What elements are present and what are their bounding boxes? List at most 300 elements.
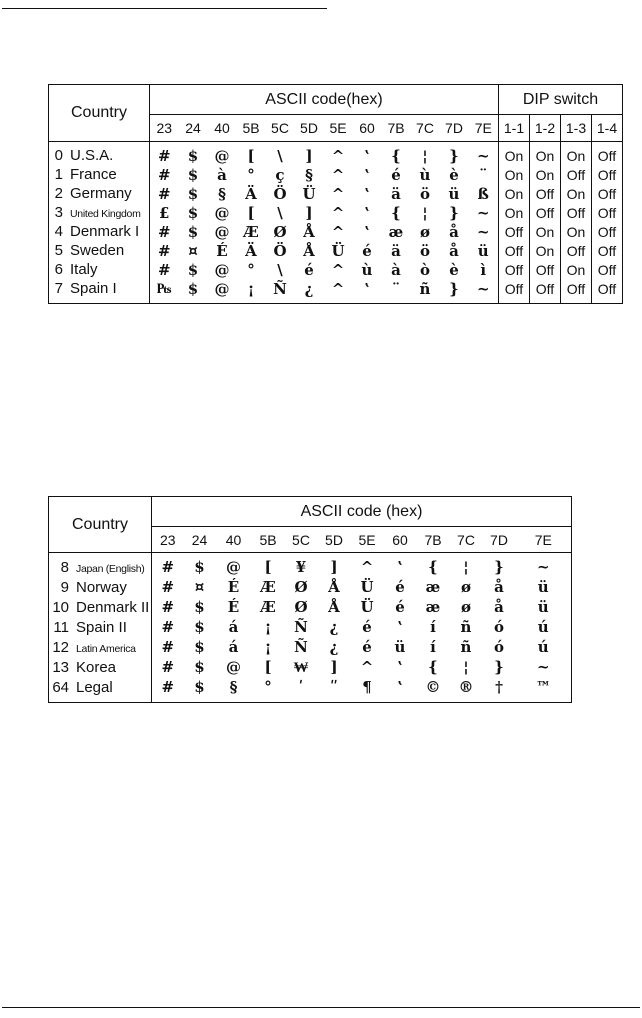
character-cell: ^ <box>331 279 345 298</box>
hex-code-header: 40 <box>208 115 237 142</box>
character-cell: à <box>391 260 401 279</box>
character-cell: $ <box>194 678 205 696</box>
character-cell: Æ <box>260 578 276 596</box>
character-cell: ñ <box>419 279 431 298</box>
dip-switch-cell: Off <box>592 279 623 298</box>
dip-switch-cell: Off <box>592 184 623 203</box>
top-rule <box>2 8 327 9</box>
country-cell <box>49 637 152 657</box>
dip-switch-cell: On <box>561 222 592 241</box>
country-name: Legal <box>76 678 113 696</box>
dip-switch-cell: On <box>530 222 561 241</box>
character-cell: } <box>449 146 459 165</box>
hex-code-header: 5D <box>295 115 324 142</box>
dip-switch-cell: Off <box>561 279 592 298</box>
character-cell: Ñ <box>294 638 308 656</box>
character-cell: Ü <box>302 184 316 203</box>
character-cell: ¦ <box>422 203 428 222</box>
character-cell: $ <box>187 165 199 184</box>
character-cell: ü <box>448 184 460 203</box>
character-cell: @ <box>214 279 230 298</box>
character-cell: Ö <box>273 241 287 260</box>
character-cell: ¡ <box>264 618 272 636</box>
character-cell: ʽ <box>397 618 403 636</box>
character-cell: ø <box>460 598 471 616</box>
dip-switch-cell: On <box>499 146 530 165</box>
hex-code-header: 5C <box>266 115 295 142</box>
character-cell: ü <box>469 241 499 260</box>
character-cell: @ <box>214 222 230 241</box>
character-cell: ü <box>537 598 549 616</box>
character-cell: Ø <box>273 222 287 241</box>
table-row <box>49 577 572 597</box>
character-cell: ~ <box>469 279 499 298</box>
character-cell: ^ <box>331 184 345 203</box>
table-row <box>49 146 623 165</box>
hex-code-header: 7E <box>469 115 499 142</box>
dip-switch-cell: Off <box>561 165 592 184</box>
character-cell: # <box>157 222 171 241</box>
character-cell: # <box>157 260 171 279</box>
country-name: Latin America <box>76 642 136 655</box>
table-row <box>49 203 623 222</box>
character-cell: # <box>161 618 175 636</box>
character-cell: ~ <box>536 558 550 576</box>
character-cell: ^ <box>331 165 345 184</box>
character-cell: } <box>494 558 504 576</box>
character-cell: é <box>362 638 372 656</box>
character-cell: ° <box>264 678 272 696</box>
hex-code-header: 24 <box>184 527 216 553</box>
character-cell: $ <box>187 279 199 298</box>
character-cell: ¿ <box>304 279 314 298</box>
dip-code-header: 1-4 <box>592 115 623 142</box>
character-cell: ¨ <box>469 165 499 184</box>
country-number: 8 <box>60 558 69 576</box>
dip-switch-cell: Off <box>530 279 561 298</box>
character-set-table-1 <box>48 84 623 304</box>
hex-code-header: 5D <box>318 527 351 553</box>
character-cell: ì <box>469 260 499 279</box>
character-cell: # <box>157 184 171 203</box>
dip-switch-cell: On <box>499 203 530 222</box>
character-cell: à <box>217 165 227 184</box>
character-cell: ₩ <box>293 657 309 676</box>
character-cell: © <box>425 678 441 696</box>
character-cell: $ <box>194 618 205 636</box>
country-number: 2 <box>54 185 63 202</box>
dip-switch-cell: On <box>530 241 561 260</box>
table-row <box>49 637 572 657</box>
character-cell: ʽ <box>397 658 403 676</box>
character-cell: é <box>395 598 405 616</box>
country-name: Sweden <box>70 242 125 259</box>
character-cell: æ <box>425 598 441 616</box>
hex-code-header: 40 <box>216 527 252 553</box>
table-row <box>49 557 572 577</box>
dip-switch-cell: Off <box>592 165 623 184</box>
character-cell: ø <box>419 222 430 241</box>
dip-switch-cell: On <box>499 184 530 203</box>
character-cell: ö <box>419 241 430 260</box>
country-number: 3 <box>54 204 63 221</box>
country-cell <box>49 241 150 260</box>
character-cell: ʽ <box>397 558 403 576</box>
character-cell: $ <box>187 260 199 279</box>
character-cell: Å <box>328 598 340 616</box>
country-number: 10 <box>52 598 69 616</box>
country-number: 6 <box>54 261 63 278</box>
hex-code-header: 60 <box>353 115 382 142</box>
character-cell: ʹ <box>298 678 304 696</box>
character-cell: ^ <box>331 146 345 165</box>
character-cell: ñ <box>460 638 472 656</box>
character-cell: § <box>218 184 226 203</box>
character-cell: ß <box>469 184 499 203</box>
character-cell: ù <box>361 260 373 279</box>
country-number: 4 <box>54 223 63 240</box>
character-cell: $ <box>187 184 199 203</box>
character-cell: ° <box>247 165 255 184</box>
character-cell: ü <box>537 578 549 596</box>
country-name: France <box>70 166 117 183</box>
character-cell: $ <box>194 558 205 576</box>
hex-code-header: 7C <box>450 527 483 553</box>
character-cell: ^ <box>360 558 374 576</box>
character-cell: ~ <box>536 658 550 676</box>
hex-code-header: 23 <box>152 527 184 553</box>
character-cell: $ <box>187 203 199 222</box>
character-cell: è <box>449 260 459 279</box>
character-cell: é <box>362 241 372 260</box>
character-cell: # <box>157 241 171 260</box>
hex-code-header: 5B <box>252 527 285 553</box>
hex-code-header: 7D <box>440 115 469 142</box>
country-cell <box>49 557 152 577</box>
character-cell: é <box>362 618 372 636</box>
dip-switch-cell: Off <box>592 222 623 241</box>
character-cell: ʽ <box>364 184 370 203</box>
character-cell: ʽ <box>364 222 370 241</box>
hex-code-header: 5C <box>285 527 318 553</box>
character-cell: ^ <box>360 658 374 676</box>
character-cell: ¨ <box>392 279 400 298</box>
character-cell: } <box>449 279 459 298</box>
character-cell: Ü <box>331 241 345 260</box>
country-cell <box>49 222 150 241</box>
country-name: U.S.A. <box>70 147 114 164</box>
country-name: Japan (English) <box>76 562 145 575</box>
character-cell: [ <box>247 146 255 165</box>
country-number: 11 <box>53 618 69 636</box>
character-cell: Å <box>303 241 315 260</box>
character-cell: ^ <box>331 260 345 279</box>
table-row <box>49 184 623 203</box>
dip-switch-cell: On <box>561 146 592 165</box>
hex-code-header: 5B <box>237 115 266 142</box>
character-cell: ʽ <box>397 678 403 696</box>
character-cell: ¦ <box>463 558 469 576</box>
country-name: Spain II <box>76 618 127 636</box>
character-cell: ¡ <box>264 638 272 656</box>
character-cell: ä <box>391 184 401 203</box>
country-header: Country <box>49 85 150 142</box>
dip-switch-cell: Off <box>499 279 530 298</box>
character-cell: $ <box>194 658 205 676</box>
character-cell: ø <box>460 578 471 596</box>
character-cell: í <box>430 638 436 656</box>
hex-code-header: 23 <box>150 115 179 142</box>
character-cell: [ <box>264 558 272 576</box>
character-cell: ] <box>330 558 338 576</box>
country-cell <box>49 677 152 697</box>
country-cell <box>49 146 150 165</box>
character-cell: # <box>157 165 171 184</box>
character-cell: ù <box>419 165 431 184</box>
character-cell: @ <box>214 203 230 222</box>
character-cell: ʺ <box>330 678 338 696</box>
character-cell: $ <box>194 598 205 616</box>
character-cell: # <box>161 678 175 696</box>
character-cell: † <box>495 678 503 696</box>
ascii-code-header: ASCII code (hex) <box>152 497 572 527</box>
character-cell: á <box>228 618 239 636</box>
dip-switch-header: DIP switch <box>499 85 623 115</box>
character-cell: Ü <box>360 578 374 596</box>
character-cell: @ <box>214 146 230 165</box>
hex-code-header: 7E <box>516 527 572 553</box>
character-cell: å <box>494 598 504 616</box>
character-cell: ʽ <box>364 279 370 298</box>
country-number: 7 <box>54 280 63 297</box>
character-cell: í <box>430 618 436 636</box>
character-cell: ° <box>247 260 255 279</box>
character-cell: è <box>449 165 459 184</box>
character-cell: { <box>428 658 438 676</box>
country-name: Denmark II <box>76 598 150 616</box>
country-name: Denmark I <box>70 223 140 240</box>
country-header: Country <box>49 497 152 553</box>
character-cell: [ <box>264 658 272 676</box>
dip-switch-cell: Off <box>530 260 561 279</box>
character-cell: ~ <box>469 203 499 222</box>
character-cell: æ <box>388 222 404 241</box>
spacer-row <box>49 298 623 304</box>
character-cell: ™ <box>535 678 551 696</box>
country-cell <box>49 617 152 637</box>
dip-switch-cell: Off <box>499 260 530 279</box>
character-cell: å <box>449 241 459 260</box>
dip-code-header: 1-1 <box>499 115 530 142</box>
table-row <box>49 241 623 260</box>
country-number: 9 <box>60 578 69 596</box>
character-cell: # <box>161 598 175 616</box>
character-cell: ] <box>305 146 313 165</box>
character-cell: É <box>216 241 228 260</box>
dip-switch-cell: Off <box>530 203 561 222</box>
table-row <box>49 657 572 677</box>
character-cell: å <box>494 578 504 596</box>
character-cell: § <box>229 678 238 696</box>
country-number: 1 <box>54 166 63 183</box>
character-cell: $ <box>194 638 205 656</box>
hex-code-header: 60 <box>384 527 417 553</box>
character-cell: ó <box>493 638 504 656</box>
country-cell <box>49 165 150 184</box>
country-name: Germany <box>70 185 132 202</box>
table-row <box>49 260 623 279</box>
character-cell: É <box>227 598 240 616</box>
character-cell: Æ <box>243 222 259 241</box>
table-row <box>49 165 623 184</box>
dip-switch-cell: Off <box>499 241 530 260</box>
dip-switch-cell: On <box>561 260 592 279</box>
country-name: Spain I <box>70 280 117 297</box>
character-cell: ç <box>275 165 285 184</box>
character-cell: ® <box>458 678 474 696</box>
dip-switch-cell: Off <box>592 203 623 222</box>
character-cell: # <box>161 658 175 676</box>
character-cell: } <box>449 203 459 222</box>
character-cell: á <box>228 638 239 656</box>
country-number: 5 <box>54 242 63 259</box>
table-row <box>49 222 623 241</box>
character-cell: { <box>391 203 401 222</box>
character-cell: å <box>449 222 459 241</box>
character-cell: ] <box>330 658 338 676</box>
character-cell: $ <box>187 222 199 241</box>
dip-code-header: 1-2 <box>530 115 561 142</box>
character-cell: ¡ <box>247 279 255 298</box>
character-cell: § <box>305 165 313 184</box>
country-cell <box>49 597 152 617</box>
table-row <box>49 279 623 298</box>
character-cell: ¤ <box>188 241 198 260</box>
country-cell <box>49 657 152 677</box>
character-cell: ^ <box>331 203 345 222</box>
table-row <box>49 617 572 637</box>
character-cell: [ <box>247 203 255 222</box>
character-cell: } <box>494 658 504 676</box>
character-cell: ú <box>537 618 549 636</box>
dip-switch-cell: On <box>561 184 592 203</box>
dip-switch-cell: On <box>499 165 530 184</box>
character-cell: ¦ <box>422 146 428 165</box>
character-cell: ¤ <box>194 578 205 596</box>
character-cell: \ <box>277 260 283 279</box>
ascii-code-header: ASCII code(hex) <box>150 85 499 115</box>
hex-code-header: 5E <box>351 527 384 553</box>
hex-code-header: 7C <box>411 115 440 142</box>
character-cell: ñ <box>460 618 472 636</box>
character-cell: Ø <box>294 578 308 596</box>
character-cell: æ <box>425 578 441 596</box>
character-cell: @ <box>226 658 241 676</box>
country-number: 0 <box>54 147 63 164</box>
character-cell: \ <box>277 203 283 222</box>
character-cell: Ä <box>245 241 257 260</box>
dip-switch-cell: Off <box>499 222 530 241</box>
character-cell: Ö <box>273 184 287 203</box>
character-cell: ó <box>493 618 504 636</box>
dip-switch-cell: Off <box>561 241 592 260</box>
character-cell: # <box>161 558 175 576</box>
character-cell: é <box>391 165 401 184</box>
character-cell: ~ <box>469 146 499 165</box>
character-cell: Å <box>328 578 340 596</box>
character-cell: ₧ <box>156 279 172 297</box>
dip-switch-cell: Off <box>561 203 592 222</box>
character-cell: # <box>161 638 175 656</box>
hex-code-header: 5E <box>324 115 353 142</box>
dip-switch-cell: On <box>530 146 561 165</box>
character-cell: Æ <box>260 598 276 616</box>
character-cell: ¥ <box>295 558 307 576</box>
spacer-row <box>49 697 572 703</box>
character-cell: £ <box>159 203 170 222</box>
country-cell <box>49 279 150 298</box>
hex-code-header: 24 <box>179 115 208 142</box>
dip-switch-cell: Off <box>592 241 623 260</box>
character-cell: ʽ <box>364 203 370 222</box>
country-cell <box>49 203 150 222</box>
character-cell: ú <box>537 638 549 656</box>
country-cell <box>49 260 150 279</box>
character-cell: { <box>428 558 438 576</box>
country-number: 64 <box>52 678 69 696</box>
country-name: Korea <box>76 658 117 676</box>
hex-code-header: 7B <box>417 527 450 553</box>
character-cell: Ñ <box>273 279 287 298</box>
character-cell: ~ <box>469 222 499 241</box>
country-cell <box>49 184 150 203</box>
dip-switch-cell: Off <box>592 260 623 279</box>
country-name: Italy <box>70 261 98 278</box>
country-number: 12 <box>52 638 69 656</box>
dip-code-header: 1-3 <box>561 115 592 142</box>
character-cell: \ <box>277 146 283 165</box>
character-cell: # <box>157 146 171 165</box>
character-set-table-2 <box>48 496 572 703</box>
character-cell: Å <box>303 222 315 241</box>
character-cell: @ <box>214 260 230 279</box>
character-cell: ö <box>419 184 430 203</box>
character-cell: Ü <box>360 598 374 616</box>
character-cell: $ <box>187 146 199 165</box>
country-name: Norway <box>76 578 127 596</box>
country-cell <box>49 577 152 597</box>
bottom-rule <box>2 1007 640 1008</box>
character-cell: ] <box>305 203 313 222</box>
character-cell: ʽ <box>364 165 370 184</box>
character-cell: # <box>161 578 175 596</box>
table-row <box>49 677 572 697</box>
character-cell: ü <box>394 638 406 656</box>
country-number: 13 <box>52 658 69 676</box>
character-cell: ¿ <box>329 638 339 656</box>
character-cell: ä <box>391 241 401 260</box>
character-cell: ʽ <box>364 146 370 165</box>
character-cell: ò <box>419 260 430 279</box>
character-cell: ¦ <box>463 658 469 676</box>
character-cell: é <box>304 260 314 279</box>
dip-switch-cell: On <box>530 165 561 184</box>
character-cell: @ <box>226 558 241 576</box>
character-cell: { <box>391 146 401 165</box>
hex-code-header: 7D <box>483 527 516 553</box>
character-cell: ¿ <box>329 618 339 636</box>
table-row <box>49 597 572 617</box>
